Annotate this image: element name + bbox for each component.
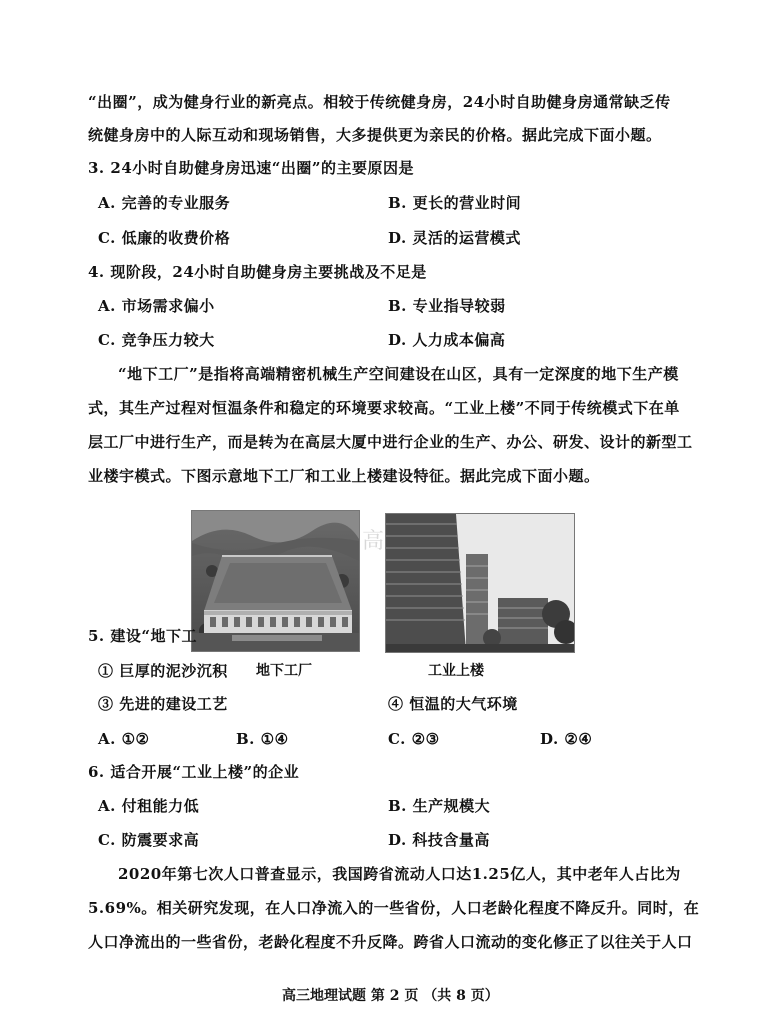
q4-option-b: B. 专业指导较弱	[388, 297, 506, 315]
q4-option-a: A. 市场需求偏小	[98, 297, 215, 315]
passage2-line-4: 业楼宇模式。下图示意地下工厂和工业上楼建设特征。据此完成下面小题。	[88, 467, 600, 485]
q3-option-b: B. 更长的营业时间	[388, 194, 522, 212]
q6-stem: 6. 适合开展“工业上楼”的企业	[88, 763, 300, 781]
q6-option-c: C. 防震要求高	[98, 831, 200, 849]
q6-option-a: A. 付租能力低	[98, 797, 200, 815]
watermark: 高	[362, 529, 385, 554]
q3-stem: 3. 24小时自助健身房迅速“出圈”的主要原因是	[88, 159, 415, 177]
page-footer: 高三地理试题 第 2 页 （共 8 页）	[282, 988, 499, 1004]
passage3-line-3: 人口净流出的一些省份，老龄化程度不升反降。跨省人口流动的变化修正了以往关于人口	[88, 933, 693, 951]
q5-statement-1: ① 巨厚的泥沙沉积	[98, 662, 228, 680]
q4-option-c: C. 竞争压力较大	[98, 331, 215, 349]
passage2-line-1: “地下工厂”是指将高端精密机械生产空间建设在山区，具有一定深度的地下生产模	[118, 365, 679, 383]
underground-factory-photo	[191, 510, 360, 652]
q6-option-b: B. 生产规模大	[388, 797, 491, 815]
industrial-highrise-photo	[385, 513, 575, 653]
q3-option-c: C. 低廉的收费价格	[98, 229, 231, 247]
q4-option-d: D. 人力成本偏高	[388, 331, 506, 349]
passage2-line-3: 层工厂中进行生产，而是转为在高层大厦中进行企业的生产、办公、研发、设计的新型工	[88, 433, 693, 451]
q5-option-b: B. ①④	[236, 730, 289, 748]
intro-line-1: “出圈”，成为健身行业的新亮点。相较于传统健身房，24小时自助健身房通常缺乏传	[88, 93, 671, 111]
q5-statement-4: ④ 恒温的大气环境	[388, 695, 518, 713]
industrial-highrise-caption: 工业上楼	[428, 663, 484, 679]
q5-stem: 5. 建设“地下工	[88, 627, 198, 645]
intro-line-2: 统健身房中的人际互动和现场销售，大多提供更为亲民的价格。据此完成下面小题。	[88, 126, 662, 144]
q5-option-d: D. ②④	[540, 730, 593, 748]
passage2-line-2: 式，其生产过程对恒温条件和稳定的环境要求较高。“工业上楼”不同于传统模式下在单	[88, 399, 680, 417]
passage3-line-1: 2020年第七次人口普查显示，我国跨省流动人口达1.25亿人，其中老年人占比为	[118, 865, 681, 883]
passage3-line-2: 5.69%。相关研究发现，在人口净流入的一些省份，人口老龄化程度不降反升。同时，在	[88, 899, 700, 917]
q5-option-a: A. ①②	[98, 730, 150, 748]
q6-option-d: D. 科技含量高	[388, 831, 490, 849]
underground-factory-caption: 地下工厂	[256, 663, 312, 679]
q5-statement-3: ③ 先进的建设工艺	[98, 695, 228, 713]
q3-option-d: D. 灵活的运营模式	[388, 229, 521, 247]
q5-option-c: C. ②③	[388, 730, 440, 748]
q4-stem: 4. 现阶段，24小时自助健身房主要挑战及不足是	[88, 263, 427, 281]
q3-option-a: A. 完善的专业服务	[98, 194, 231, 212]
